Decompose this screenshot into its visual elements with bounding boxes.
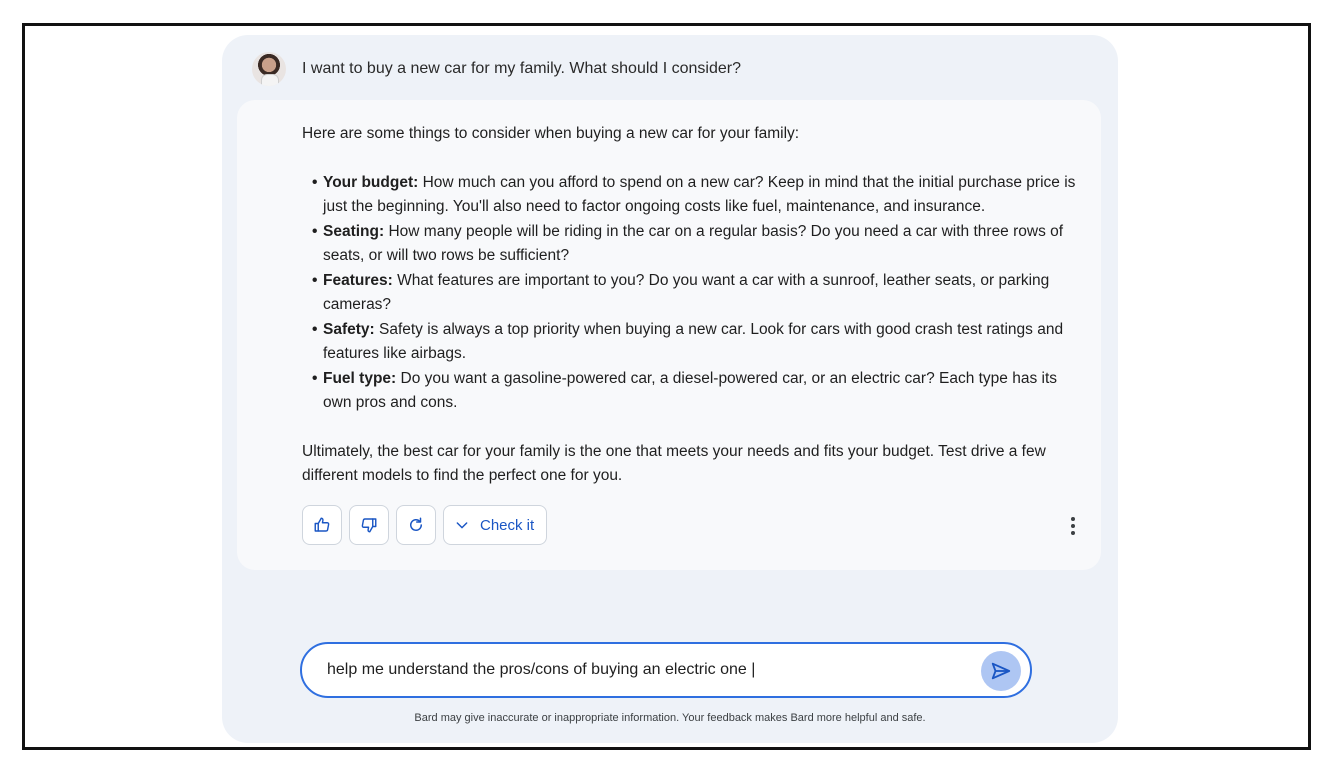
consideration-list	[302, 171, 1077, 416]
response-body	[302, 122, 1077, 489]
prompt-input-bar[interactable]	[300, 642, 1032, 698]
bullet-title: Seating:	[323, 222, 385, 240]
user-avatar	[252, 52, 286, 86]
presentation-frame	[22, 23, 1311, 750]
response-intro: Here are some things to consider when buying a new car for your family:	[302, 125, 800, 142]
list-item	[312, 220, 1077, 269]
thumbs-up-button[interactable]	[302, 505, 342, 545]
bullet-text: How much can you afford to spend on a new car? Keep in mind that the initial purchase price is just the beginning. You'll also need to factor ongoing costs like fuel, maintenance, and insurance.	[323, 173, 1076, 215]
check-it-label: Check it	[480, 516, 535, 534]
bullet-text: What features are important to you? Do you want a car with a sunroof, leather seats, or parking cameras?	[323, 271, 1050, 313]
bullet-text: Do you want a gasoline-powered car, a diesel-powered car, or an electric car? Each type has its own pros and cons.	[323, 369, 1058, 411]
chevron-down-icon	[454, 517, 470, 533]
bullet-title: Your budget:	[323, 173, 419, 191]
send-button[interactable]	[981, 651, 1021, 691]
bullet-title: Fuel type:	[323, 369, 397, 387]
thumbs-up-icon	[313, 516, 331, 534]
check-it-button[interactable]	[443, 505, 547, 545]
bullet-title: Safety:	[323, 320, 375, 338]
list-item	[312, 171, 1077, 220]
list-item	[312, 318, 1077, 367]
bullet-text: Safety is always a top priority when buying a new car. Look for cars with good crash test ratings and features like airbags.	[323, 320, 1064, 362]
user-prompt-text: I want to buy a new car for my family. What should I consider?	[302, 60, 741, 77]
chat-panel	[222, 35, 1118, 743]
user-message	[252, 49, 741, 89]
thumbs-down-button[interactable]	[349, 505, 389, 545]
bullet-text: How many people will be riding in the car on a regular basis? Do you need a car with three rows of seats, or will two rows be sufficient?	[323, 222, 1064, 264]
list-item	[312, 269, 1077, 318]
list-item	[312, 367, 1077, 416]
response-conclusion: Ultimately, the best car for your family is the one that meets your needs and fits your budget. Test drive a few different models to find the perfect one for you.	[302, 442, 1046, 484]
response-actions	[302, 505, 547, 545]
refresh-icon	[407, 516, 425, 534]
send-icon	[990, 660, 1012, 682]
prompt-input[interactable]: help me understand the pros/cons of buying an electric one |	[327, 661, 756, 678]
disclaimer-text: Bard may give inaccurate or inappropriate information. Your feedback makes Bard more helpful and safe.	[414, 712, 926, 724]
bullet-title: Features:	[323, 271, 393, 289]
more-options-button[interactable]	[1063, 515, 1083, 537]
thumbs-down-icon	[360, 516, 378, 534]
response-card	[237, 100, 1101, 570]
regenerate-button[interactable]	[396, 505, 436, 545]
more-vertical-icon	[1070, 516, 1076, 536]
